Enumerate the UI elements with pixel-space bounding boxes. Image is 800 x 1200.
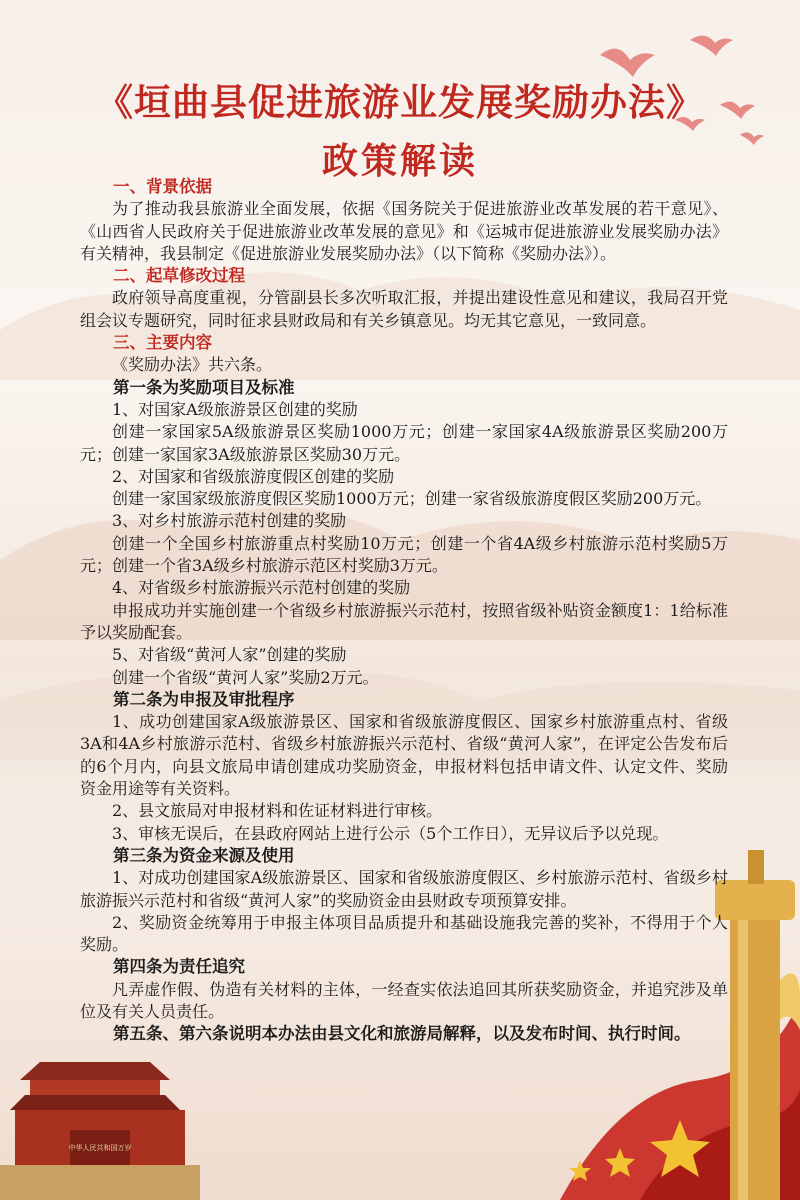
- paragraph: 《奖励办法》共六条。: [112, 355, 273, 375]
- list-item: 1、成功创建国家A级旅游景区、国家和省级旅游度假区、国家乡村旅游重点村、省级3A和4A乡村旅游示范村、省级乡村旅游振兴示范村、省级“黄河人家”，在评定公告发布后的6个月内，向县文旅局申请创建成功奖励资金，申报材料包括申请文件、认定文件、奖励资金用途等有关资料。: [80, 712, 728, 799]
- paragraph: 创建一个全国乡村旅游重点村奖励10万元；创建一个省4A级乡村旅游示范村奖励5万元；创建一个省3A级乡村旅游示范区村奖励3万元。: [80, 533, 728, 576]
- article-title: 第四条为责任追究: [113, 957, 245, 977]
- paragraph: 政府领导高度重视，分管副县长多次听取汇报，并提出建设性意见和建议，我局召开党组会议专题研究，同时征求县财政局和有关乡镇意见。均无其它意见，一致同意。: [80, 288, 728, 330]
- list-item: 1、对国家A级旅游景区创建的奖励: [112, 399, 358, 419]
- paragraph: 创建一家国家级旅游度假区奖励1000万元；创建一家省级旅游度假区奖励200万元。: [112, 489, 712, 509]
- page-subtitle: 政策解读: [321, 140, 478, 182]
- page-title: 《垣曲县促进旅游业发展奖励办法》: [96, 80, 704, 124]
- section-heading: 一、背景依据: [113, 177, 212, 196]
- section-heading: 三、主要内容: [113, 333, 212, 353]
- paragraph: 申报成功并实施创建一个省级乡村旅游振兴示范村，按照省级补贴资金额度1：1给标准予以奖励配套。: [80, 600, 728, 642]
- paragraph: 创建一个省级“黄河人家”奖励2万元。: [112, 667, 379, 687]
- list-item: 4、对省级乡村旅游振兴示范村创建的奖励: [112, 578, 411, 598]
- list-item: 2、县文旅局对申报材料和佐证材料进行审核。: [112, 801, 443, 821]
- document-body: [80, 176, 728, 1046]
- list-item: 5、对省级“黄河人家”创建的奖励: [112, 645, 347, 665]
- list-item: 3、审核无误后，在县政府网站上进行公示（5个工作日），无异议后予以兑现。: [112, 823, 669, 843]
- article-title: 第三条为资金来源及使用: [113, 845, 295, 865]
- paragraph: 凡弄虚作假、伪造有关材料的主体，一经查实依法追回其所获奖励资金，并追究涉及单位及有关人员责任。: [80, 979, 728, 1021]
- closing-statement: 第五条、第六条说明本办法由县文化和旅游局解释，以及发布时间、执行时间。: [113, 1024, 691, 1044]
- section-heading: 二、起草修改过程: [113, 266, 245, 286]
- gate-sign-text: 中华人民共和国万岁: [68, 1144, 132, 1152]
- article-title: 第一条为奖励项目及标准: [113, 377, 295, 397]
- list-item: 2、对国家和省级旅游度假区创建的奖励: [112, 466, 395, 486]
- list-item: 3、对乡村旅游示范村创建的奖励: [112, 511, 347, 531]
- article-title: 第二条为申报及审批程序: [113, 689, 295, 709]
- paragraph: 创建一家国家5A级旅游景区奖励1000万元；创建一家国家4A级旅游景区奖励200万元；创建一家国家3A级旅游景区奖励30万元。: [80, 422, 728, 464]
- list-item: 2、奖励资金统筹用于申报主体项目品质提升和基础设施我完善的奖补，不得用于个人奖励。: [80, 912, 728, 955]
- paragraph: 为了推动我县旅游业全面发展，依据《国务院关于促进旅游业改革发展的若干意见》、《山西省人民政府关于促进旅游业改革发展的意见》和《运城市促进旅游业发展奖励办法》有关精神，我县制定《促进旅游业发展奖励办法》（以下简称《奖励办法》）。: [80, 199, 728, 263]
- list-item: 1、对成功创建国家A级旅游景区、国家和省级旅游度假区、乡村旅游示范村、省级乡村旅游振兴示范村和省级“黄河人家”的奖励资金由县财政专项预算安排。: [80, 868, 728, 910]
